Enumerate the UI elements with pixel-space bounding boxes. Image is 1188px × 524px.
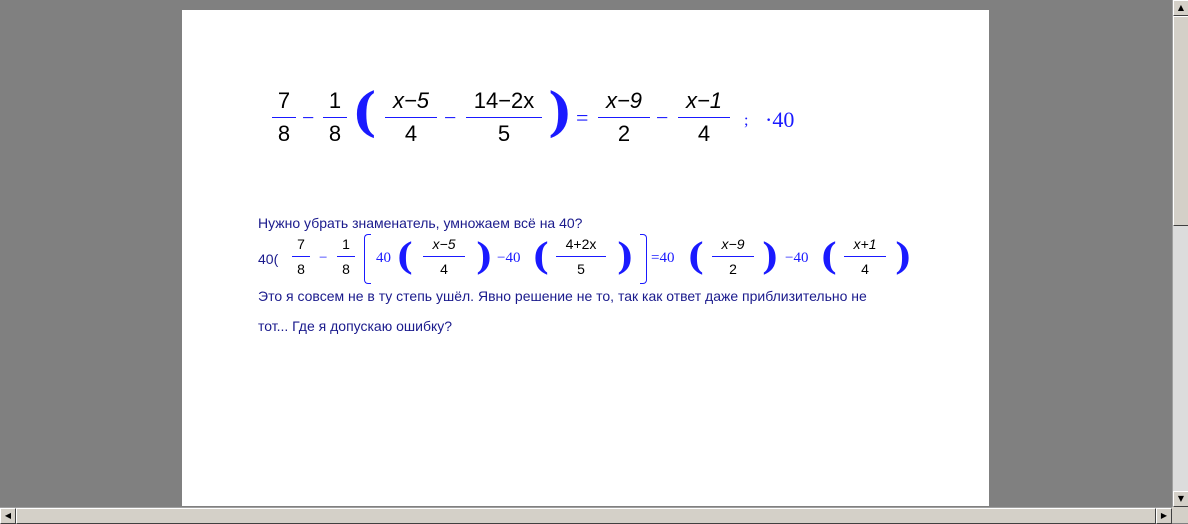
eq1-fraction-x-5-4 bbox=[385, 90, 437, 145]
eq2-paren-2-close: ) bbox=[617, 236, 635, 278]
eq2-prefix: 40( bbox=[258, 251, 279, 267]
eq2-paren-2-open: ( bbox=[532, 236, 550, 278]
eq1-f6-den: 4 bbox=[697, 121, 711, 146]
eq1-f5-num: x−9 bbox=[605, 88, 643, 113]
eq1-f2-num: 1 bbox=[328, 88, 342, 113]
eq1-f4-den: 5 bbox=[497, 121, 511, 146]
eq2-paren-1-open: ( bbox=[396, 236, 414, 278]
eq2-f2-num: 1 bbox=[342, 236, 350, 252]
vertical-scrollbar[interactable] bbox=[1172, 0, 1188, 507]
eq1-f5-den: 2 bbox=[617, 121, 631, 146]
eq1-equals: = bbox=[576, 105, 589, 130]
document-page bbox=[182, 10, 989, 506]
scroll-left-arrow-icon[interactable]: ◀ bbox=[0, 508, 16, 524]
eq2-f2-den: 8 bbox=[342, 261, 350, 277]
eq1-f1-den: 8 bbox=[277, 121, 291, 146]
horizontal-scrollbar[interactable] bbox=[0, 507, 1172, 524]
scroll-right-arrow-icon[interactable]: ▶ bbox=[1156, 508, 1172, 524]
eq2-paren-1-close: ) bbox=[476, 236, 494, 278]
question-text-line3: тот... Где я допускаю ошибку? bbox=[258, 318, 453, 334]
eq2-paren-3-close: ) bbox=[762, 236, 780, 278]
eq2-f5-den: 2 bbox=[729, 261, 737, 277]
question-text-line1: Нужно убрать знаменатель, умножаем всё на 40? bbox=[258, 215, 583, 231]
eq1-fraction-x-9-2 bbox=[598, 90, 650, 145]
eq2-paren-4-close: ) bbox=[895, 236, 913, 278]
eq1-fraction-7-8 bbox=[272, 90, 296, 145]
eq2-fraction-x-9-2 bbox=[712, 237, 754, 276]
eq2-fraction-4-2x-5 bbox=[556, 237, 606, 276]
eq2-paren-4-open: ( bbox=[820, 236, 838, 278]
eq2-paren-3-open: ( bbox=[687, 236, 705, 278]
eq2-f6-num: x+1 bbox=[853, 236, 877, 252]
eq1-f4-num: 14−2x bbox=[473, 88, 535, 113]
eq2-f6-den: 4 bbox=[861, 261, 869, 277]
eq2-f1-den: 8 bbox=[297, 261, 305, 277]
eq1-f3-num: x−5 bbox=[392, 88, 430, 113]
eq2-f1-num: 7 bbox=[297, 236, 305, 252]
eq1-f6-num: x−1 bbox=[685, 88, 723, 113]
eq2-minus-40-b: −40 bbox=[785, 250, 809, 266]
eq1-minus-2: − bbox=[444, 105, 457, 130]
scroll-up-arrow-icon[interactable]: ▲ bbox=[1173, 0, 1188, 16]
eq2-fraction-x-5-4 bbox=[423, 237, 465, 276]
eq2-f3-den: 4 bbox=[440, 261, 448, 277]
eq2-fraction-x-1-4 bbox=[844, 237, 886, 276]
eq2-coefficient-40: 40 bbox=[376, 250, 391, 266]
eq1-fraction-14-2x-5 bbox=[466, 90, 542, 145]
scroll-down-arrow-icon[interactable]: ▼ bbox=[1173, 491, 1188, 507]
eq2-f3-num: x−5 bbox=[432, 236, 456, 252]
scrollbar-corner bbox=[1172, 507, 1188, 523]
eq2-fraction-1-8 bbox=[337, 237, 355, 276]
horizontal-scroll-thumb[interactable] bbox=[16, 508, 1156, 524]
eq2-open-bracket bbox=[364, 234, 371, 284]
eq2-close-bracket bbox=[640, 234, 647, 284]
eq2-fraction-7-8 bbox=[292, 237, 310, 276]
eq1-fraction-1-8 bbox=[323, 90, 347, 145]
eq1-f1-num: 7 bbox=[277, 88, 291, 113]
eq2-f4-den: 5 bbox=[577, 261, 585, 277]
eq2-equals-40: =40 bbox=[651, 250, 675, 266]
eq1-minus-3: − bbox=[656, 105, 669, 130]
eq2-f4-num: 4+2x bbox=[565, 236, 597, 252]
eq1-semicolon: ; bbox=[744, 112, 749, 129]
eq1-open-paren: ( bbox=[352, 82, 377, 143]
eq1-f2-den: 8 bbox=[328, 121, 342, 146]
eq1-close-paren: ) bbox=[548, 82, 573, 143]
eq1-fraction-x-1-4 bbox=[678, 90, 730, 145]
eq2-minus-40-a: −40 bbox=[497, 250, 521, 266]
eq2-minus-1: − bbox=[319, 250, 328, 266]
eq1-minus-1: − bbox=[302, 105, 315, 130]
eq1-f3-den: 4 bbox=[404, 121, 418, 146]
eq2-f5-num: x−9 bbox=[721, 236, 745, 252]
vertical-scroll-thumb[interactable] bbox=[1173, 16, 1188, 226]
question-text-line2: Это я совсем не в ту степь ушёл. Явно решение не то, так как ответ даже приблизительно не bbox=[258, 288, 867, 304]
eq1-multiplier: ·40 bbox=[765, 107, 795, 132]
